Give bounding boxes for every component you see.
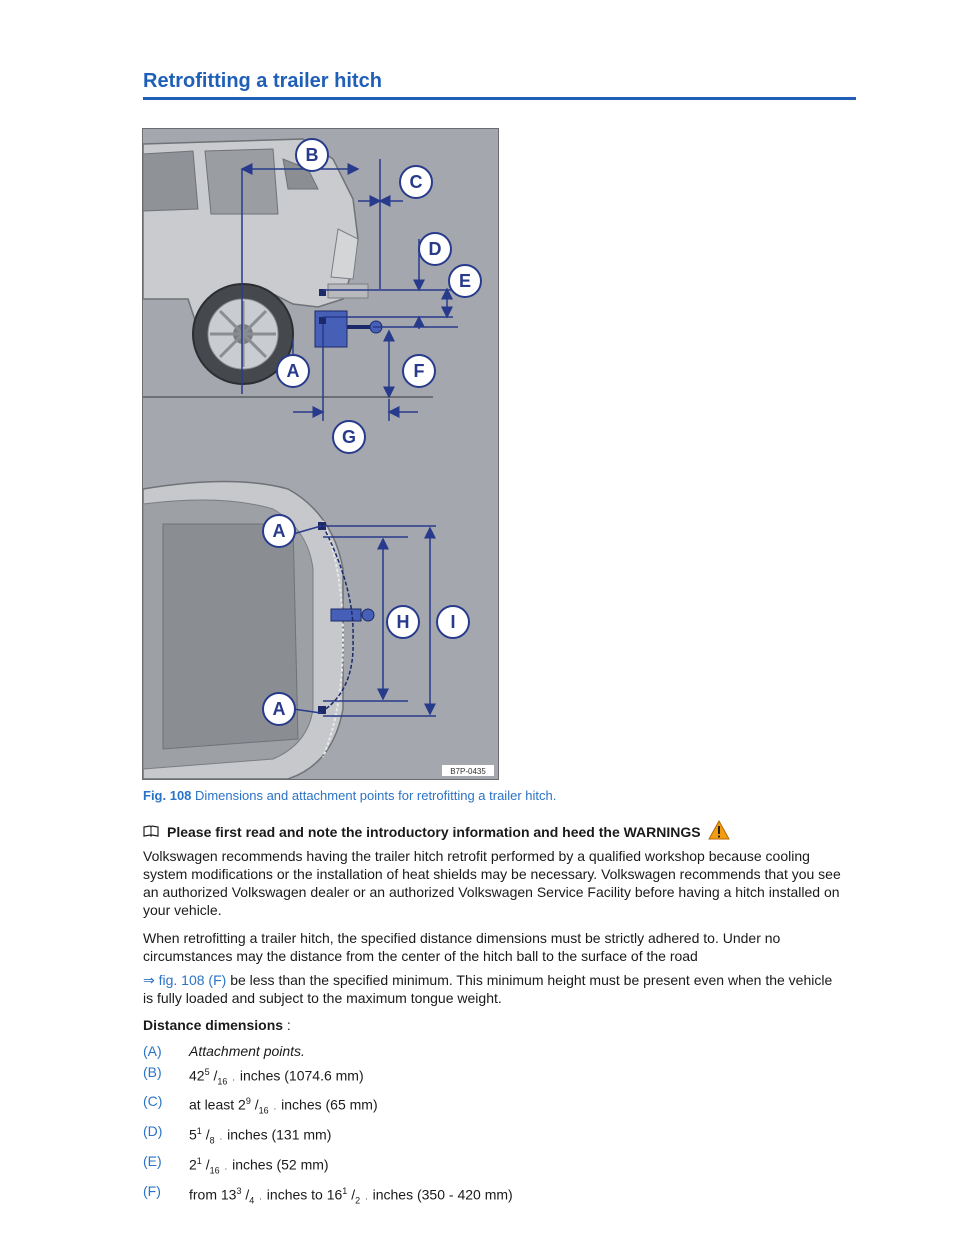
svg-text:G: G [341, 427, 357, 447]
callout-e [449, 265, 481, 297]
dim-slash: / [201, 1127, 210, 1144]
paragraph-2: When retrofitting a trailer hitch, the specified distance dimensions must be strictly adhered to. Under no circumstances may the distance from the center of the hitch ball to the surface of the road [143, 930, 781, 964]
dim-sub: 16 [258, 1105, 269, 1116]
callout-a-side [277, 355, 309, 387]
dim-key: (B) [143, 1063, 162, 1080]
svg-text:F: F [413, 361, 425, 381]
dims-colon: : [283, 1017, 291, 1033]
dim-pre: at least 2 [189, 1097, 246, 1114]
dims-list [143, 1041, 513, 1211]
dim-post: inches (1074.6 mm) [239, 1067, 364, 1084]
dim-dot: . [268, 1102, 282, 1113]
svg-text:B: B [305, 145, 319, 165]
dim-sup: 5 [204, 1066, 210, 1077]
dim-row-c [143, 1091, 513, 1121]
dim-dot2: . [360, 1191, 373, 1202]
dim-sup: 1 [196, 1156, 202, 1167]
dim-sub: 16 [217, 1075, 228, 1086]
dim-row-f [143, 1181, 513, 1211]
dim-dot: . [254, 1191, 267, 1202]
dim-key: (F) [143, 1183, 161, 1200]
dim-post: inches (52 mm) [232, 1157, 329, 1174]
dim-dot: . [219, 1162, 233, 1173]
dim-text: Attachment points. [189, 1043, 305, 1059]
dim-slash: / [241, 1186, 250, 1203]
caption-label: Fig. 108 [143, 788, 192, 803]
dim-pre: 2 [189, 1157, 197, 1174]
dim-pre: 5 [189, 1127, 197, 1144]
dim-slash: / [209, 1067, 218, 1084]
note-text: Please first read and note the introductory information and heed the WARNINGS [167, 824, 701, 840]
svg-text:H: H [396, 612, 410, 632]
dim-sup2: 1 [342, 1186, 348, 1197]
dims-heading: Distance dimensions [143, 1017, 284, 1033]
dims-heading-line [143, 1016, 843, 1034]
figure-108 [142, 128, 499, 780]
callout-h [387, 606, 419, 638]
svg-text:A: A [286, 361, 300, 381]
dim-key: (D) [143, 1123, 163, 1140]
callout-a-top [263, 515, 295, 547]
dim-row-a [143, 1041, 513, 1062]
svg-text:A: A [272, 521, 286, 541]
svg-text:A: A [272, 699, 286, 719]
book-icon [143, 824, 161, 840]
dim-sub: 8 [209, 1135, 215, 1146]
dim-row-b [143, 1062, 513, 1092]
page-title: Retrofitting a trailer hitch [143, 70, 382, 92]
paragraph-1: Volkswagen recommends having the trailer hitch retrofit performed by a qualified workshop because cooling system modifications or the installation of heat shields may be necessary. Volkswagen recommends that you see an authorized Volkswagen dealer or an authorized Volkswagen Service Facility before having a hitch installed on your vehicle. [143, 848, 841, 918]
dim-sub: 4 [249, 1195, 255, 1206]
svg-text:D: D [428, 239, 442, 259]
dim-mid: inches to 16 [266, 1186, 343, 1203]
fig-link[interactable]: ⇒ fig. 108 (F) [143, 972, 227, 988]
paragraph-3-text: be less than the specified minimum. This minimum height must be present even when the vehicle is fully loaded and subject to the maximum tongue weight. [143, 972, 833, 1006]
dim-post: inches (350 - 420 mm) [372, 1186, 513, 1203]
figure-code: B7P-0435 [450, 767, 486, 776]
callout-a-bottom [263, 693, 295, 725]
dim-sup: 1 [196, 1126, 202, 1137]
dim-dot: . [214, 1132, 228, 1143]
callout-f [403, 355, 435, 387]
dim-dot: . [227, 1072, 240, 1083]
dim-slash2: / [347, 1186, 356, 1203]
dim-row-e [143, 1151, 513, 1181]
dim-slash: / [201, 1157, 210, 1174]
paragraph-3 [143, 971, 843, 1007]
dim-pre: 42 [189, 1067, 205, 1084]
dim-post: inches (65 mm) [281, 1097, 378, 1114]
dim-sup: 9 [245, 1096, 251, 1107]
dim-key: (C) [143, 1093, 163, 1110]
dim-sub2: 2 [355, 1195, 361, 1206]
dim-row-d [143, 1121, 513, 1151]
dim-slash: / [250, 1097, 259, 1114]
caption-text: Dimensions and attachment points for retrofitting a trailer hitch. [195, 788, 557, 803]
svg-text:C: C [409, 172, 423, 192]
callout-c [400, 166, 432, 198]
dim-key: (E) [143, 1153, 162, 1170]
callout-b [296, 139, 328, 171]
dim-post: inches (131 mm) [227, 1127, 332, 1144]
title-rule [143, 97, 856, 100]
svg-text:I: I [450, 612, 456, 632]
trailer-hitch-diagram [143, 129, 498, 779]
dim-sup: 3 [236, 1186, 242, 1197]
note-line [143, 820, 730, 843]
dim-sub: 16 [209, 1165, 220, 1176]
dim-pre: from 13 [189, 1186, 237, 1203]
callout-d [419, 233, 451, 265]
figure-caption [143, 788, 556, 803]
dim-key: (A) [143, 1043, 162, 1059]
callout-i [437, 606, 469, 638]
warning-triangle-icon[interactable] [708, 820, 730, 843]
svg-text:E: E [458, 271, 472, 291]
callout-g [333, 421, 365, 453]
